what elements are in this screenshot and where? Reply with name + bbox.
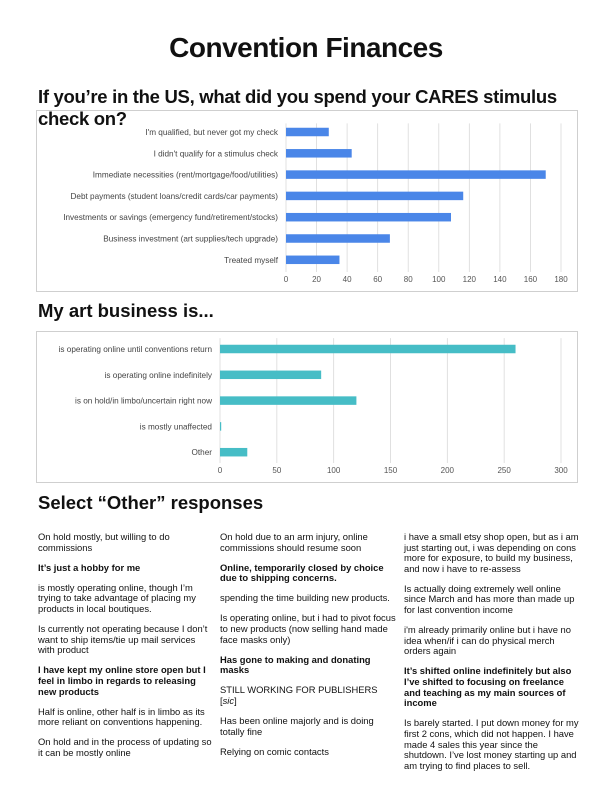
stimulus-tick-label: 60 <box>373 275 383 284</box>
other-response <box>38 707 214 728</box>
response-text: Half is online, other half is in limbo as its more reliant on conventions happening. <box>38 705 205 728</box>
other-response <box>38 737 214 758</box>
response-text: i'm already primarily online but i have no idea when/if i can do physical merch orders again <box>404 624 571 657</box>
response-text: Has been online majorly and is doing totally fine <box>220 715 374 737</box>
stimulus-bar <box>286 170 546 179</box>
other-response <box>220 613 396 645</box>
other-responses-col1 <box>38 532 214 768</box>
stimulus-bar <box>286 234 390 243</box>
response-text: is mostly operating online, though I’m trying to take advantage of placing my products in local boutiques. <box>38 581 196 614</box>
stimulus-bar <box>286 256 339 264</box>
business-category-label: is on hold/in limbo/uncertain right now <box>75 396 212 406</box>
other-responses-col2 <box>220 532 396 767</box>
business-bar <box>220 422 221 431</box>
business-category-label: is mostly unaffected <box>139 422 212 432</box>
page-title: Convention Finances <box>169 32 443 63</box>
response-text: On hold mostly, but willing to do commissions <box>38 531 170 553</box>
stimulus-tick-label: 80 <box>403 275 413 284</box>
other-response <box>38 532 214 553</box>
other-response <box>404 584 580 616</box>
business-tick-label: 200 <box>440 466 455 475</box>
other-response <box>404 532 580 574</box>
stimulus-bar <box>286 192 463 201</box>
chart1-title: If you’re in the US, what did you spend your CARES stimulus check on? <box>38 86 557 129</box>
stimulus-category-label: Immediate necessities (rent/mortgage/food/utilities) <box>92 170 278 180</box>
other-response <box>38 665 214 697</box>
response-text: Has gone to making and donating masks <box>220 653 371 676</box>
stimulus-bar <box>286 149 352 158</box>
response-text: On hold and in the process of updating so it can be mostly online <box>38 736 212 758</box>
stimulus-category-label: I didn't qualify for a stimulus check <box>153 149 278 159</box>
business-bar <box>220 371 321 380</box>
response-text: Is currently not operating because I don’t want to ship items/tie up mail services with product <box>38 623 208 656</box>
stimulus-category-label: I'm qualified, but never got my check <box>145 128 278 137</box>
business-category-label: Other <box>191 448 212 458</box>
business-chart-svg <box>37 332 577 482</box>
business-chart <box>36 331 578 483</box>
other-response <box>404 666 580 708</box>
stimulus-category-label: Investments or savings (emergency fund/retirement/stocks) <box>63 213 278 223</box>
other-response <box>220 716 396 737</box>
stimulus-chart <box>36 110 578 292</box>
business-tick-label: 150 <box>383 466 398 475</box>
response-text: STILL WORKING FOR PUBLISHERS [ <box>220 684 378 707</box>
other-response <box>38 563 214 574</box>
stimulus-bar <box>286 213 451 222</box>
stimulus-category-label: Debt payments (student loans/credit cards/car payments) <box>70 191 278 201</box>
business-bar <box>220 345 516 354</box>
business-tick-label: 50 <box>272 466 282 475</box>
other-response <box>404 625 580 657</box>
response-text: Online, temporarily closed by choice due to shipping concerns. <box>220 561 384 584</box>
response-text: Is barely started. I put down money for my first 2 cons, which did not happen. I have made 4 sales this year since the shutdown. I’ve lost money starting up and am trying to find places to sell. <box>404 717 579 771</box>
other-response <box>404 718 580 771</box>
stimulus-tick-label: 120 <box>462 275 477 284</box>
response-text: It’s just a hobby for me <box>38 561 141 573</box>
response-text: spending the time building new products. <box>220 592 390 604</box>
business-tick-label: 250 <box>497 466 511 475</box>
stimulus-tick-label: 180 <box>554 275 568 284</box>
other-heading: Select “Other” responses <box>38 492 264 513</box>
stimulus-tick-label: 40 <box>342 275 352 284</box>
response-text: I have kept my online store open but I feel in limbo in regards to releasing new products <box>38 664 206 697</box>
other-response <box>220 563 396 584</box>
stimulus-tick-label: 160 <box>523 275 538 284</box>
other-response <box>220 593 396 604</box>
business-category-label: is operating online indefinitely <box>104 370 212 380</box>
stimulus-tick-label: 0 <box>283 275 289 284</box>
stimulus-category-label: Treated myself <box>224 255 278 265</box>
business-bar <box>220 396 356 405</box>
other-response <box>220 532 396 553</box>
business-tick-label: 100 <box>326 466 341 475</box>
other-response <box>38 624 214 656</box>
response-text: It’s shifted online indefinitely but also I’ve shifted to focusing on freelance and teaching as my main sources of income <box>404 665 572 709</box>
response-text: Relying on comic contacts <box>220 745 329 757</box>
business-tick-label: 0 <box>217 466 223 475</box>
response-text: Is actually doing extremely well online since March and has more than made up for last convention income <box>404 582 575 616</box>
response-text: On hold due to an arm injury, online commissions should resume soon <box>220 531 368 553</box>
stimulus-tick-label: 100 <box>432 275 446 284</box>
other-response <box>220 655 396 676</box>
other-responses-col3 <box>404 532 580 781</box>
sic-bracket: ] <box>234 695 237 707</box>
other-response <box>220 685 396 706</box>
stimulus-bar <box>286 128 329 137</box>
stimulus-category-label: Business investment (art supplies/tech upgrade) <box>103 234 278 244</box>
sic-note: sic <box>222 695 235 707</box>
stimulus-chart-svg <box>37 111 577 291</box>
business-tick-label: 300 <box>554 466 568 475</box>
chart2-title: My art business is... <box>38 300 214 321</box>
stimulus-tick-label: 20 <box>312 275 322 284</box>
response-text: i have a small etsy shop open, but as i am just starting out, i was depending on cons more for exposure, to build my business, and now i have to re-assess <box>404 531 579 574</box>
other-response <box>220 747 396 758</box>
stimulus-tick-label: 140 <box>493 275 507 284</box>
business-category-label: is operating online until conventions return <box>58 345 212 354</box>
business-bar <box>220 448 247 457</box>
response-text: Is operating online, but i had to pivot focus to new products (now selling hand made face masks only) <box>220 612 396 645</box>
other-response <box>38 583 214 615</box>
